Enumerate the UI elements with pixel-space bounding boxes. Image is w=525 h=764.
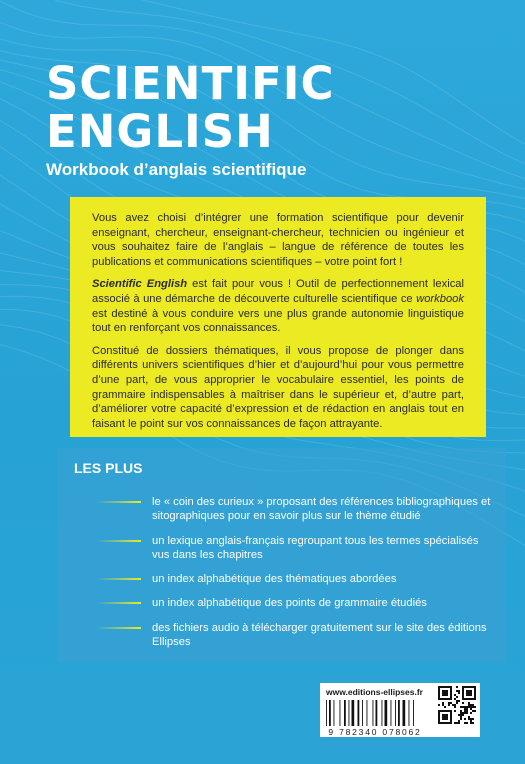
book-title-line: ENGLISH xyxy=(46,105,274,158)
features-list xyxy=(96,495,496,659)
feature-item xyxy=(96,572,496,586)
feature-text: un lexique anglais-français regroupant tous les termes spécialisés vus dans les chapitres xyxy=(152,534,479,561)
feature-item xyxy=(96,596,496,610)
feature-text: des fichiers audio à télécharger gratuitement sur le site des éditions Ellipses xyxy=(152,621,487,649)
feature-item xyxy=(96,534,496,563)
intro-box xyxy=(70,197,486,437)
book-title xyxy=(46,57,335,158)
features-heading: LES PLUS xyxy=(74,460,143,476)
bullet-bar-icon xyxy=(96,602,141,604)
intro-paragraph xyxy=(92,277,464,335)
book-name-emphasis: Scientific English xyxy=(92,278,188,291)
bullet-bar-icon xyxy=(96,540,141,542)
bullet-bar-icon xyxy=(96,578,141,580)
qr-code-icon xyxy=(438,686,476,724)
intro-paragraph: Constitué de dossiers thématiques, il vous propose de plonger dans différents univers scientifiques d’hier et d’aujourd’hui pour vous permettre d’une part, de vous approprier le vocabulaire essentiel, les points de grammaire indispensables à maîtriser dans le supérieur et, d’autre part, d’améliorer votre capacité d’expression et de rédaction en anglais tout en faisant le point sur vos connaissances de façon attrayante. xyxy=(92,344,464,430)
intro-text: est fait pour vous ! Outil de perfectionnement lexical associé à une démarche de découverte culturelle scientifique ce xyxy=(92,278,465,305)
intro-paragraph: Vous avez choisi d’intégrer une formation scientifique pour devenir enseignant, chercheur, enseignant-chercheur, technicien ou ingénieur et vous souhaitez faire de l’anglais – langue de référence de toutes les publications et communications scientifiques – votre point fort ! xyxy=(92,212,464,268)
isbn-digits: 9 782340 078062 xyxy=(328,727,422,737)
book-subtitle: Workbook d’anglais scientifique xyxy=(46,160,307,179)
intro-text: est destiné à vous conduire vers une plus grande autonomie linguistique tout en renforçant vos connaissances. xyxy=(92,307,464,335)
barcode-icon xyxy=(326,700,426,726)
bullet-bar-icon xyxy=(96,627,141,629)
feature-item xyxy=(96,621,496,650)
feature-text: un index alphabétique des thématiques abordées xyxy=(152,573,397,586)
feature-item xyxy=(96,495,496,524)
book-title-line: SCIENTIFIC xyxy=(46,57,335,110)
bullet-bar-icon xyxy=(96,501,141,503)
workbook-emphasis: workbook xyxy=(416,292,464,305)
feature-text: le « coin des curieux » proposant des références bibliographiques et sitographiques pour en savoir plus sur le thème étudié xyxy=(152,496,491,523)
feature-text: un index alphabétique des points de grammaire étudiés xyxy=(152,597,427,610)
publisher-website: www.editions-ellipses.fr xyxy=(326,687,423,697)
